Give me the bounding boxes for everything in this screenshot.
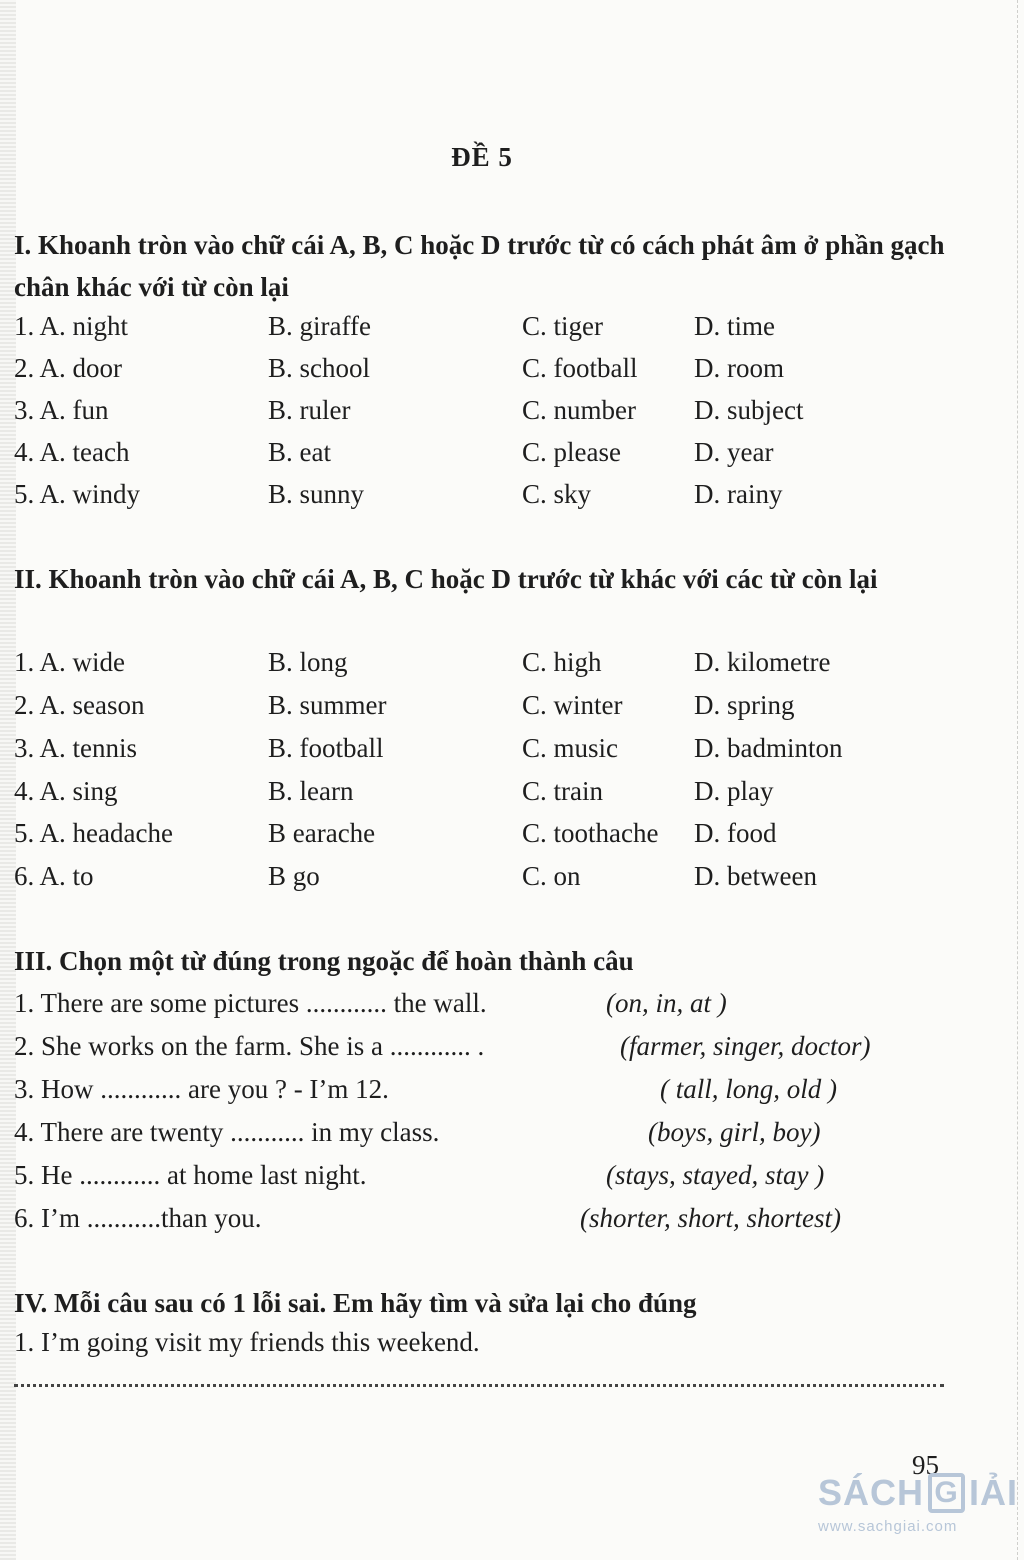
sentence: 5. He ............ at home last night. [14, 1160, 367, 1190]
option-c[interactable]: C. music [522, 733, 619, 763]
option-a[interactable]: 1. A. night [14, 311, 129, 341]
option-b[interactable]: B. ruler [268, 395, 351, 425]
option-c[interactable]: C. on [522, 861, 581, 891]
watermark-logo [818, 1472, 1018, 1552]
section-1-row [14, 474, 974, 514]
option-d[interactable]: D. badminton [694, 733, 843, 763]
option-d[interactable]: D. between [694, 861, 817, 891]
fill-row [14, 1155, 974, 1195]
section-2-row [14, 813, 974, 853]
option-b[interactable]: B. summer [268, 690, 387, 720]
option-b[interactable]: B go [268, 861, 320, 891]
option-c[interactable]: C. sky [522, 479, 592, 509]
watermark-brand [818, 1472, 1018, 1514]
option-a[interactable]: 4. A. teach [14, 437, 130, 467]
option-c[interactable]: C. toothache [522, 818, 659, 848]
option-a[interactable]: 3. A. fun [14, 395, 109, 425]
word-options[interactable]: (boys, girl, boy) [648, 1117, 821, 1147]
fill-row [14, 1198, 974, 1238]
option-d[interactable]: D. room [694, 353, 784, 383]
watermark-brand-right: IẢI [968, 1472, 1018, 1513]
option-d[interactable]: D. kilometre [694, 647, 831, 677]
section-2-row [14, 728, 974, 768]
option-a[interactable]: 2. A. season [14, 690, 145, 720]
fill-row [14, 1026, 974, 1066]
sentence: 2. She works on the farm. She is a ............ . [14, 1031, 485, 1061]
option-b[interactable]: B. football [268, 733, 384, 763]
option-a[interactable]: 5. A. windy [14, 479, 141, 509]
watermark-url: www.sachgiai.com [818, 1518, 958, 1535]
option-d[interactable]: D. year [694, 437, 774, 467]
option-c[interactable]: C. tiger [522, 311, 603, 341]
option-b[interactable]: B. sunny [268, 479, 365, 509]
option-a[interactable]: 4. A. sing [14, 776, 118, 806]
fill-row [14, 1069, 974, 1109]
option-a[interactable]: 1. A. wide [14, 647, 125, 677]
word-options[interactable]: (shorter, short, shortest) [580, 1203, 842, 1233]
section-2-row [14, 771, 974, 811]
word-options[interactable]: (stays, stayed, stay ) [606, 1160, 825, 1190]
option-b[interactable]: B. learn [268, 776, 354, 806]
option-b[interactable]: B earache [268, 818, 376, 848]
option-d[interactable]: D. subject [694, 395, 804, 425]
option-c[interactable]: C. number [522, 395, 636, 425]
section-1-row [14, 432, 974, 472]
option-c[interactable]: C. please [522, 437, 621, 467]
option-b[interactable]: B. long [268, 647, 348, 677]
page-number: 95 [912, 1450, 939, 1480]
option-d[interactable]: D. spring [694, 690, 795, 720]
section-1-row [14, 306, 974, 346]
page-title: ĐỀ 5 [451, 142, 513, 172]
section-1-row [14, 390, 974, 430]
option-a[interactable]: 6. A. to [14, 861, 94, 891]
word-options[interactable]: ( tall, long, old ) [660, 1074, 837, 1104]
sentence: 3. How ............ are you ? - I’m 12. [14, 1074, 389, 1104]
word-options[interactable]: (farmer, singer, doctor) [620, 1031, 871, 1061]
answer-line[interactable] [14, 1384, 944, 1387]
fill-row [14, 983, 974, 1023]
option-b[interactable]: B. eat [268, 437, 331, 467]
option-a[interactable]: 5. A. headache [14, 818, 173, 848]
section-2-row [14, 642, 974, 682]
scan-edge-right [1015, 0, 1018, 1560]
section-2-row [14, 856, 974, 896]
option-d[interactable]: D. play [694, 776, 774, 806]
option-d[interactable]: D. time [694, 311, 775, 341]
sentence: 6. I’m ...........than you. [14, 1203, 262, 1233]
option-c[interactable]: C. high [522, 647, 602, 677]
option-c[interactable]: C. football [522, 353, 638, 383]
section-2-row [14, 685, 974, 725]
option-a[interactable]: 2. A. door [14, 353, 122, 383]
word-options[interactable]: (on, in, at ) [606, 988, 727, 1018]
section-2-heading: II. Khoanh tròn vào chữ cái A, B, C hoặc D trước từ khác với các từ còn lại [14, 564, 878, 594]
option-d[interactable]: D. food [694, 818, 777, 848]
option-d[interactable]: D. rainy [694, 479, 783, 509]
option-c[interactable]: C. train [522, 776, 603, 806]
option-a[interactable]: 3. A. tennis [14, 733, 138, 763]
section-3-heading: III. Chọn một từ đúng trong ngoặc để hoàn thành câu [14, 946, 634, 976]
option-b[interactable]: B. giraffe [268, 311, 371, 341]
watermark-g-box: G [928, 1473, 965, 1513]
option-b[interactable]: B. school [268, 353, 371, 383]
sentence: 4. There are twenty ........... in my class. [14, 1117, 440, 1147]
watermark-brand-left: SÁCH [818, 1472, 925, 1513]
section-1-heading: I. Khoanh tròn vào chữ cái A, B, C hoặc D trước từ có cách phát âm ở phần gạch chân khác với từ còn lại [14, 230, 945, 302]
error-sentence-row [14, 1322, 974, 1362]
fill-row [14, 1112, 974, 1152]
section-4-heading: IV. Mỗi câu sau có 1 lỗi sai. Em hãy tìm và sửa lại cho đúng [14, 1288, 697, 1318]
sentence: 1. There are some pictures ............ the wall. [14, 988, 487, 1018]
error-sentence: 1. I’m going visit my friends this weekend. [14, 1327, 480, 1357]
option-c[interactable]: C. winter [522, 690, 623, 720]
section-1-row [14, 348, 974, 388]
